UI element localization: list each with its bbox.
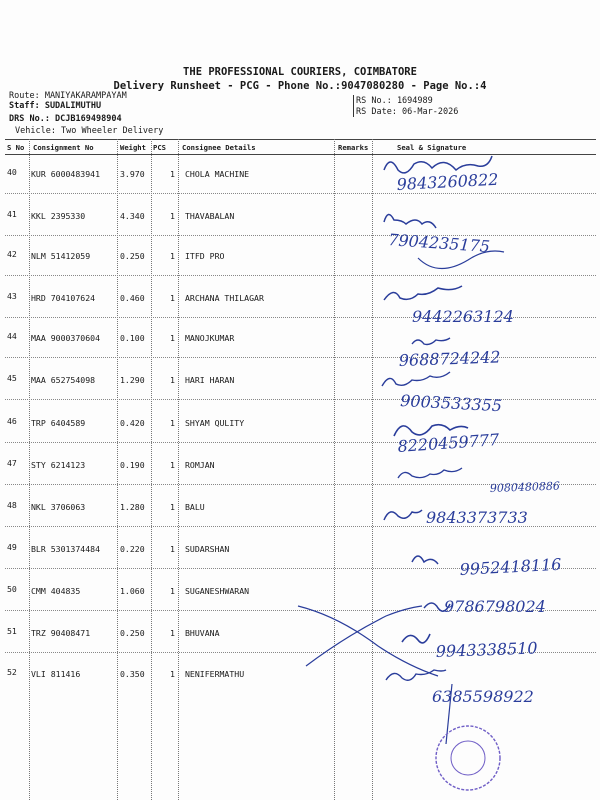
consignment-number: KUR 6000483941 [31, 169, 101, 179]
pieces: 1 [170, 333, 175, 343]
weight: 0.100 [120, 333, 145, 343]
consignment-number: KKL 2395330 [31, 211, 86, 221]
handwritten-phone: 6385598922 [432, 687, 534, 706]
row-sno: 42 [7, 249, 17, 259]
pieces: 1 [170, 669, 175, 679]
consignee-name: BALU [185, 502, 205, 512]
handwritten-phone: 9952418116 [459, 554, 562, 579]
handwritten-phone: 9688724242 [398, 347, 501, 370]
consignment-number: MAA 652754098 [31, 375, 96, 385]
weight: 0.190 [120, 460, 145, 470]
seal-stamp [436, 726, 500, 790]
col-seal: Seal & Signature [397, 143, 467, 152]
signature-scribble [382, 372, 450, 386]
signature-scribble [398, 468, 462, 478]
signature-scribble [384, 510, 422, 520]
col-consignment: Consignment No [33, 143, 94, 152]
route-label: Route: MANIYAKARAMPAYAM [9, 91, 127, 101]
row-sno: 45 [7, 373, 17, 383]
handwritten-phone: 9943338510 [435, 638, 538, 661]
weight: 0.220 [120, 544, 145, 554]
rs-number: RS No.: 1694989 [356, 96, 433, 106]
weight: 0.250 [120, 628, 145, 638]
signature-scribble [298, 606, 438, 676]
handwritten-phone: 9843373733 [426, 508, 528, 527]
consignee-name: HARI HARAN [185, 375, 235, 385]
pieces: 1 [170, 211, 175, 221]
signature-scribble [412, 556, 438, 564]
row-sno: 40 [7, 167, 17, 177]
row-sno: 48 [7, 500, 17, 510]
pieces: 1 [170, 544, 175, 554]
weight: 0.460 [120, 293, 145, 303]
consignee-name: THAVABALAN [185, 211, 235, 221]
company-name: THE PROFESSIONAL COURIERS, COIMBATORE [183, 66, 417, 78]
col-pcs: PCS [153, 143, 166, 152]
consignment-number: STY 6214123 [31, 460, 86, 470]
pieces: 1 [170, 586, 175, 596]
drs-number: DRS No.: DCJB169498904 [9, 114, 122, 124]
runsheet-title: Delivery Runsheet - PCG - Phone No.:9047080280 - Page No.:4 [113, 80, 487, 92]
weight: 0.350 [120, 669, 145, 679]
pieces: 1 [170, 418, 175, 428]
signature-scribble [402, 634, 430, 643]
row-sno: 44 [7, 331, 17, 341]
seal-stamp-inner [451, 741, 485, 775]
signature-scribble [384, 286, 462, 300]
pieces: 1 [170, 293, 175, 303]
consignee-name: ROMJAN [185, 460, 215, 470]
row-sno: 47 [7, 458, 17, 468]
pieces: 1 [170, 375, 175, 385]
row-sno: 46 [7, 416, 17, 426]
handwritten-phone: 7904235175 [387, 230, 491, 257]
consignment-number: TRZ 90408471 [31, 628, 91, 638]
signature-scribble [412, 338, 450, 345]
consignment-number: HRD 704107624 [31, 293, 96, 303]
consignment-number: NLM 51412059 [31, 251, 91, 261]
weight: 1.290 [120, 375, 145, 385]
consignee-name: BHUVANA [185, 628, 220, 638]
handwritten-phone: 9843260822 [396, 169, 499, 194]
col-remarks: Remarks [338, 143, 369, 152]
handwritten-phone: 9442263124 [412, 307, 514, 326]
staff-label: Staff: SUDALIMUTHU [9, 101, 102, 111]
handwritten-phone: 9080480886 [489, 479, 561, 495]
consignment-number: VLI 811416 [31, 669, 81, 679]
consignment-number: CMM 404835 [31, 586, 81, 596]
consignment-number: NKL 3706063 [31, 502, 86, 512]
signature-numbers [388, 170, 562, 706]
consignee-name: MANOJKUMAR [185, 333, 235, 343]
pieces: 1 [170, 502, 175, 512]
weight: 3.970 [120, 169, 145, 179]
row-sno: 51 [7, 626, 17, 636]
weight: 0.420 [120, 418, 145, 428]
handwritten-phone: 9786798024 [444, 597, 546, 616]
consignee-name: SUGANESHWARAN [185, 586, 250, 596]
pieces: 1 [170, 628, 175, 638]
pieces: 1 [170, 169, 175, 179]
consignee-name: ARCHANA THILAGAR [185, 293, 264, 303]
pieces: 1 [170, 251, 175, 261]
row-sno: 43 [7, 291, 17, 301]
weight: 0.250 [120, 251, 145, 261]
consignee-name: SHYAM QULITY [185, 418, 245, 428]
row-sno: 49 [7, 542, 17, 552]
col-weight: Weight [120, 143, 146, 152]
signature-scribble [384, 214, 436, 228]
col-consignee: Consignee Details [182, 143, 256, 152]
consignee-name: CHOLA MACHINE [185, 169, 250, 179]
vehicle-label: Vehicle: Two Wheeler Delivery [15, 126, 164, 136]
handwritten-phone: 8220459777 [396, 429, 500, 456]
row-sno: 41 [7, 209, 17, 219]
rs-date: RS Date: 06-Mar-2026 [356, 107, 459, 117]
consignee-name: NENIFERMATHU [185, 669, 245, 679]
row-sno: 50 [7, 584, 17, 594]
weight: 1.280 [120, 502, 145, 512]
weight: 4.340 [120, 211, 145, 221]
pieces: 1 [170, 460, 175, 470]
consignment-number: TRP 6404589 [31, 418, 86, 428]
consignee-name: ITFD PRO [185, 251, 225, 261]
col-sno: S No [7, 143, 25, 152]
row-sno: 52 [7, 667, 17, 677]
consignee-name: SUDARSHAN [185, 544, 230, 554]
consignment-number: MAA 9000370604 [31, 333, 101, 343]
weight: 1.060 [120, 586, 145, 596]
consignment-number: BLR 5301374484 [31, 544, 101, 554]
handwritten-phone: 9003533355 [399, 391, 503, 416]
